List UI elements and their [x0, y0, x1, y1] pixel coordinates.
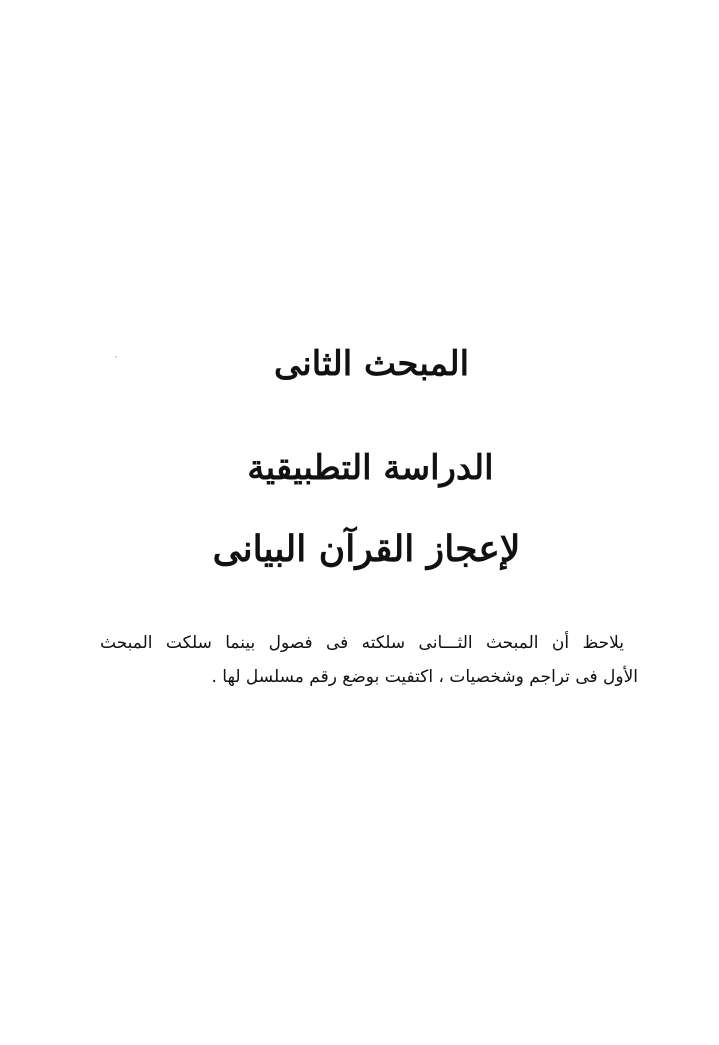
study-title: الدراسة التطبيقية	[247, 448, 494, 488]
section-title: المبحث الثانى	[273, 344, 470, 384]
note-line-1: يلاحظ أن المبحث الثـــانى سلكته فى فصول بينما سلكت المبحث	[100, 633, 624, 653]
note-line-2: الأول فى تراجم وشخصيات ، اكتفيت بوضع رقم مسلسل لها .	[211, 667, 638, 687]
note-paragraph	[100, 626, 638, 694]
sub-title: لإعجاز القرآن البيانى	[212, 528, 521, 570]
